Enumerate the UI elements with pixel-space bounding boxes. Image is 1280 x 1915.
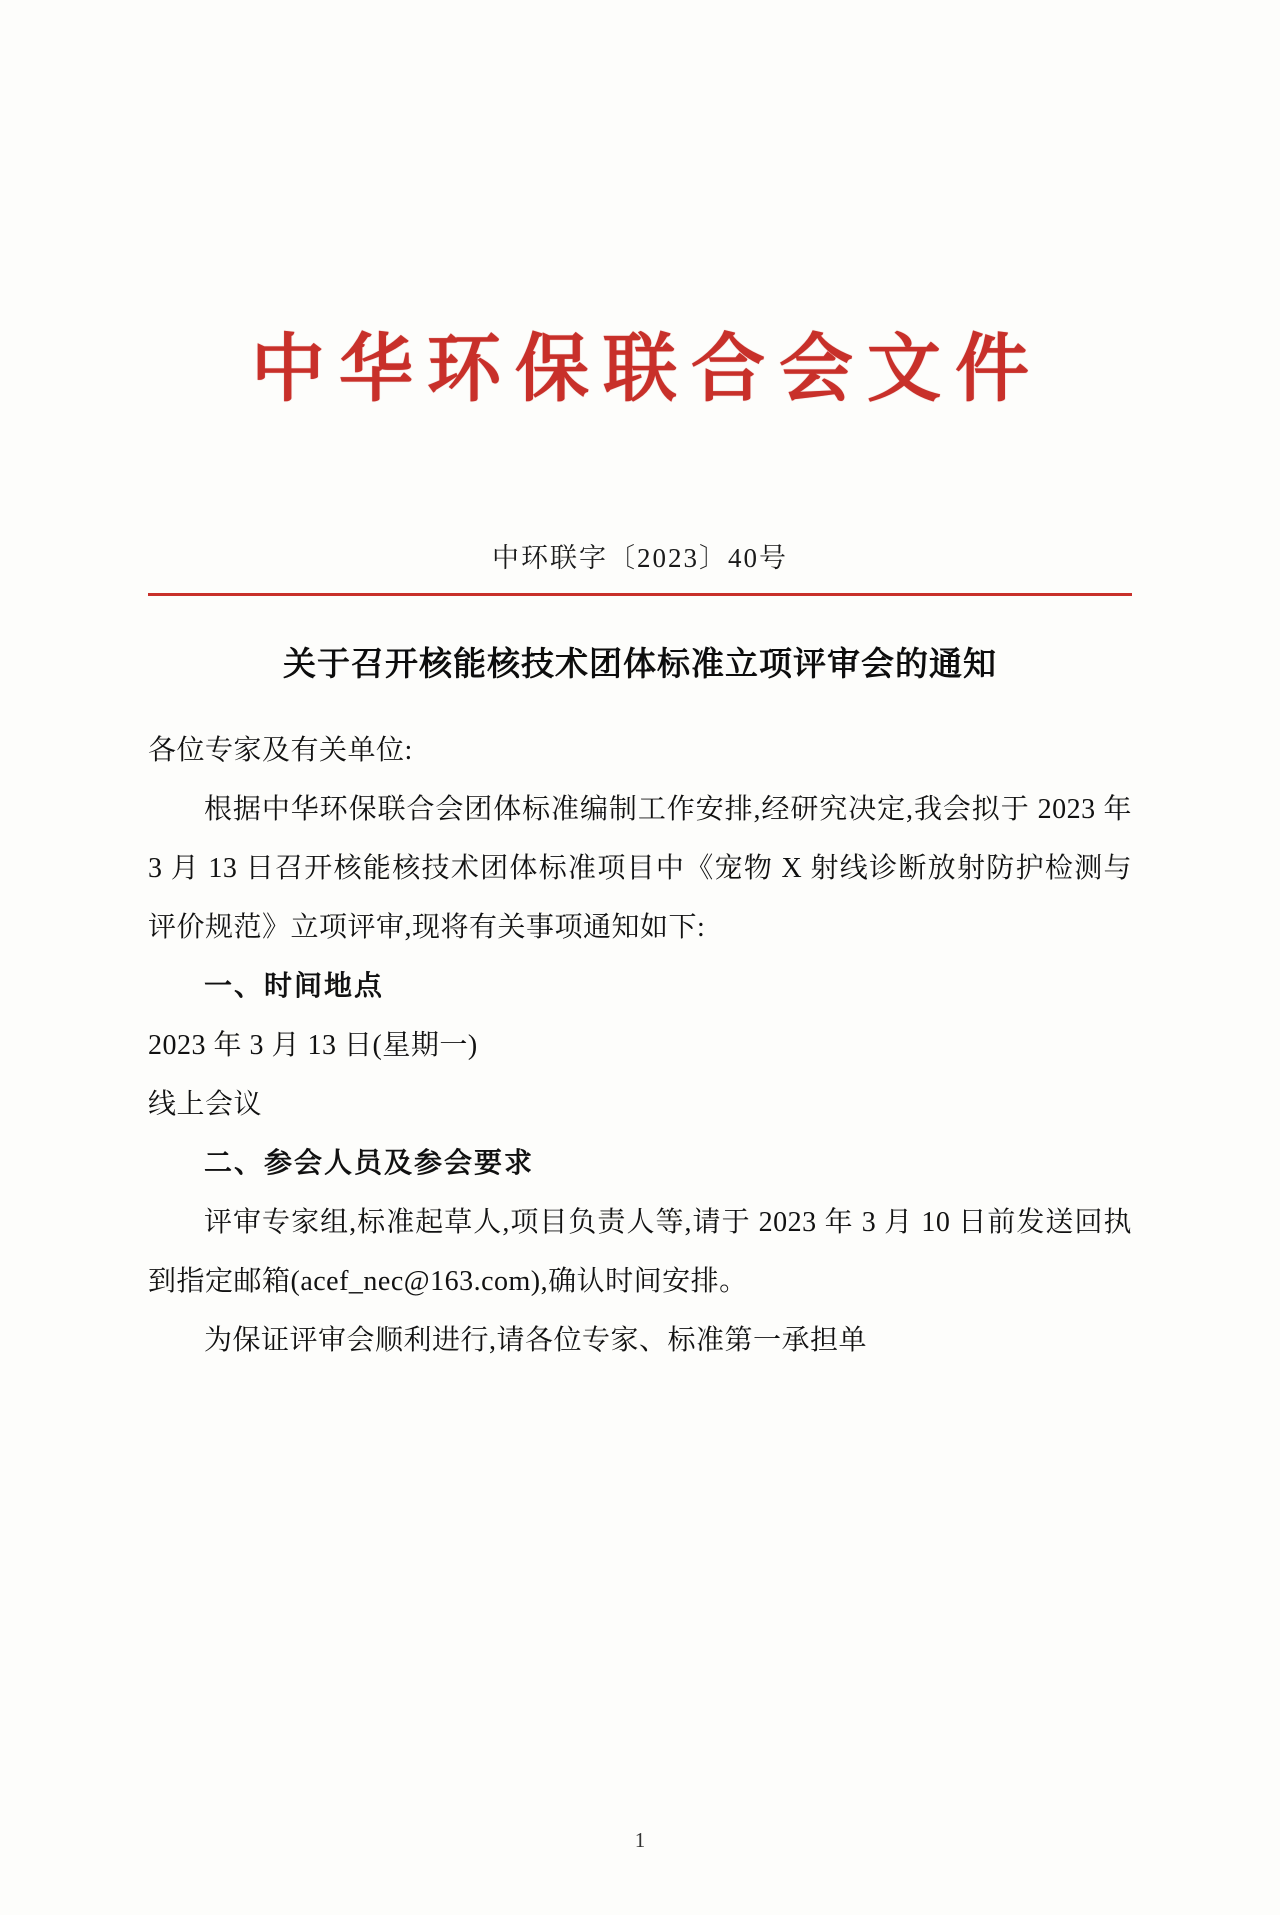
body-paragraph-1: 根据中华环保联合会团体标准编制工作安排,经研究决定,我会拟于 2023 年 3 月 13 日召开核能核技术团体标准项目中《宠物 X 射线诊断放射防护检测与评价规范》立项评审,现将有关事项通知如下: (148, 794, 1132, 944)
section-one-heading: 一、时间地点 (204, 971, 385, 1003)
document-body (148, 0, 1132, 1915)
section-two-heading: 二、参会人员及参会要求 (204, 1148, 535, 1180)
page-title: 关于召开核能核技术团体标准立项评审会的通知 (283, 647, 997, 684)
letterhead-title: 中华环保联合会文件 (251, 329, 1043, 411)
red-divider-rule (148, 593, 1132, 596)
document-number: 中环联字〔2023〕40号 (492, 543, 788, 574)
closing-paragraph: 为保证评审会顺利进行,请各位专家、标准第一承担单 (204, 1325, 868, 1357)
section-two-paragraph: 评审专家组,标准起草人,项目负责人等,请于 2023 年 3 月 10 日前发送回执到指定邮箱(acef_nec@163.com),确认时间安排。 (148, 1207, 1132, 1298)
section-one-line-venue: 线上会议 (148, 1089, 263, 1121)
section-one-line-date: 2023 年 3 月 13 日(星期一) (148, 1030, 478, 1062)
page-number: 1 (634, 1828, 646, 1852)
document-content (148, 721, 1132, 1370)
salutation: 各位专家及有关单位: (148, 735, 413, 767)
